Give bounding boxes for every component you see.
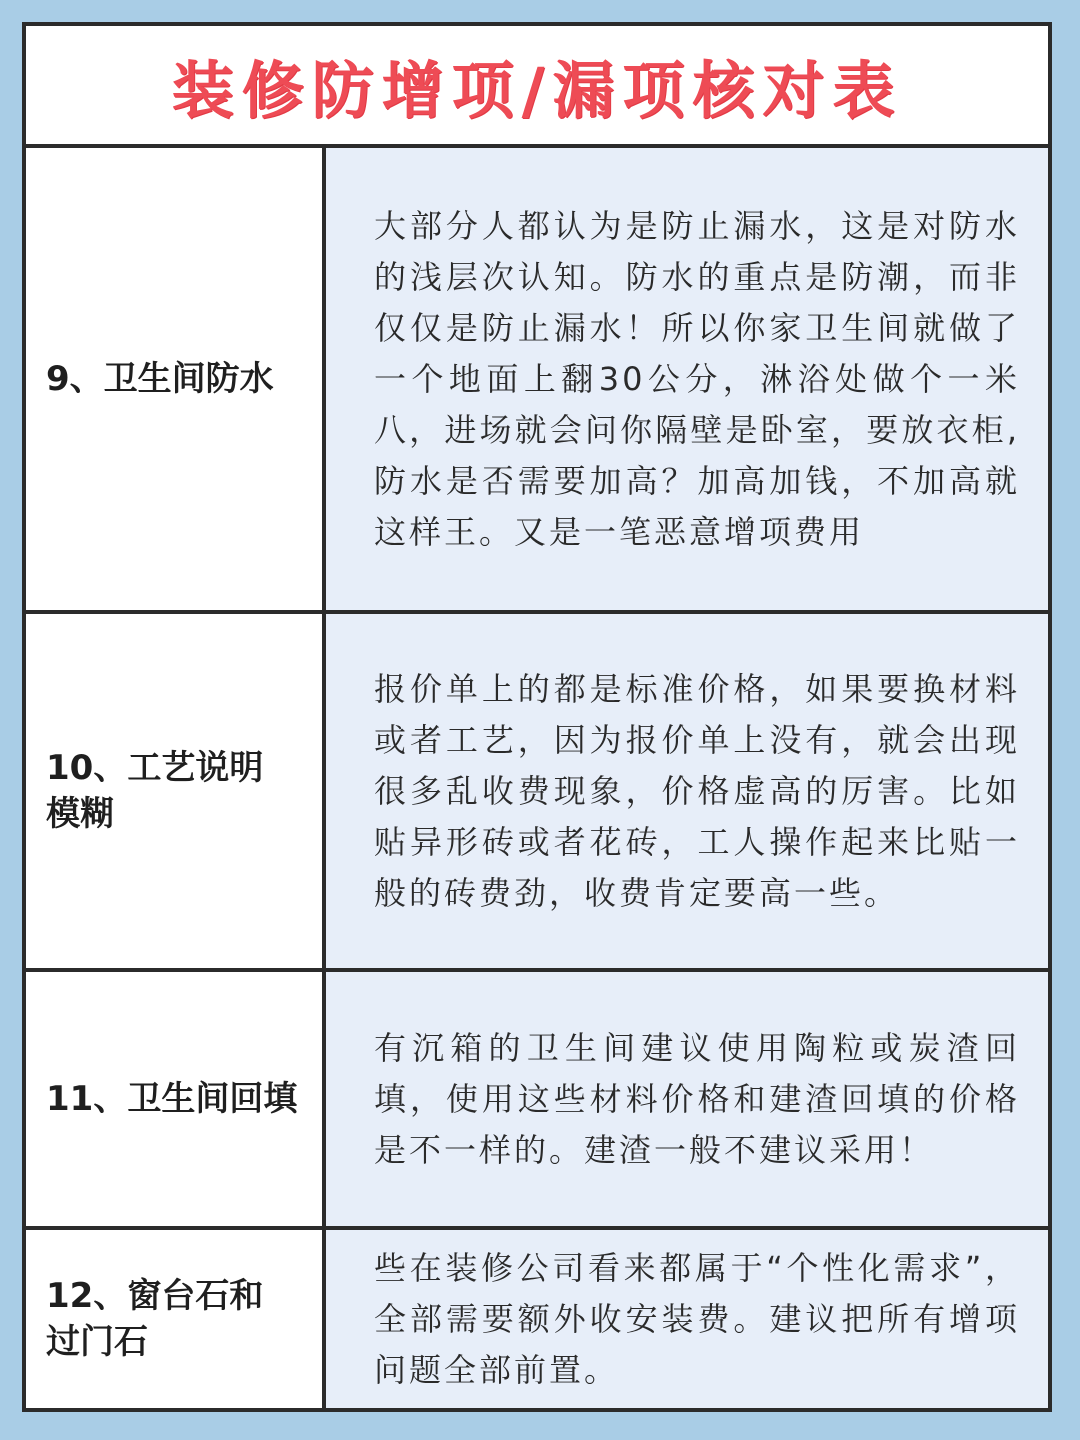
- item-label: 12、窗台石和 过门石: [46, 1276, 264, 1362]
- item-description: 些在装修公司看来都属于“个性化需求”，全部需要额外收安装费。建议把所有增项问题全部前置。: [374, 1248, 1020, 1389]
- item-description: 报价单上的都是标准价格，如果要换材料或者工艺，因为报价单上没有，就会出现很多乱收费现象，价格虚高的厉害。比如贴异形砖或者花砖，工人操作起来比贴一般的砖费劲，收费肯定要高一些。: [374, 669, 1020, 912]
- item-label-cell: [26, 148, 326, 610]
- item-label-cell: [26, 1230, 326, 1408]
- item-description: 有沉箱的卫生间建议使用陶粒或炭渣回填，使用这些材料价格和建渣回填的价格是不一样的。建渣一般不建议采用！: [374, 1028, 1020, 1169]
- item-label: 11、卫生间回填: [46, 1079, 298, 1119]
- table-row: [26, 972, 1048, 1230]
- table-row: [26, 1230, 1048, 1408]
- title-bar: [26, 26, 1048, 148]
- table-row: [26, 614, 1048, 972]
- table-row: [26, 148, 1048, 614]
- item-label: 10、工艺说明 模糊: [46, 748, 264, 834]
- page-title: 装修防增项/漏项核对表: [171, 53, 903, 127]
- item-description-cell: [326, 614, 1048, 968]
- checklist-table: [26, 148, 1048, 1408]
- checklist-sheet: [22, 22, 1052, 1412]
- item-description-cell: [326, 148, 1048, 610]
- item-description: 大部分人都认为是防止漏水，这是对防水的浅层次认知。防水的重点是防潮，而非仅仅是防止漏水！所以你家卫生间就做了一个地面上翻30公分，淋浴处做个一米八，进场就会问你隔壁是卧室，要放衣柜,防水是否需要加高？加高加钱，不加高就这样王。又是一笔恶意增项费用: [374, 206, 1020, 551]
- item-label-cell: [26, 614, 326, 968]
- item-label: 9、卫生间防水: [46, 359, 274, 399]
- item-description-cell: [326, 972, 1048, 1226]
- item-label-cell: [26, 972, 326, 1226]
- item-description-cell: [326, 1230, 1048, 1408]
